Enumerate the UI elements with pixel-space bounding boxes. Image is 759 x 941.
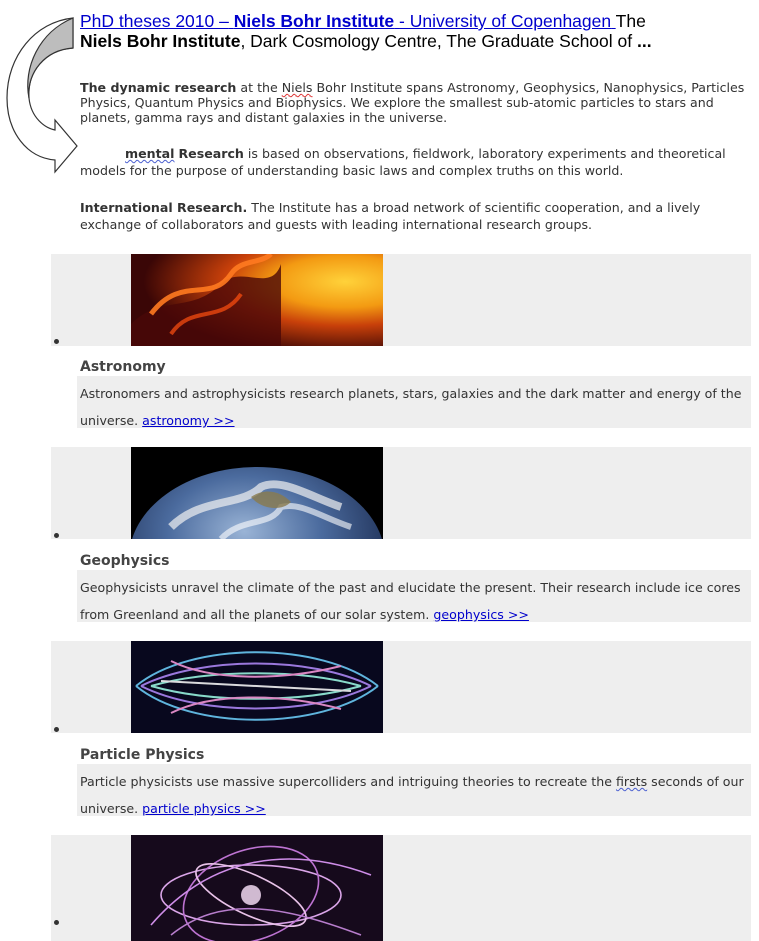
international-paragraph: [80, 199, 750, 233]
snippet-name: Niels Bohr Institute: [80, 31, 241, 51]
fundamental-paragraph: [80, 145, 750, 179]
international-text: The Institute has a broad network of scientific cooperation, and a lively exchange of collaborators and guests with leading international research groups.: [80, 200, 701, 232]
particle-text-firsts: firsts: [615, 774, 648, 789]
bullet: [54, 920, 59, 925]
solar-flare-image: [131, 254, 383, 346]
astronomy-description: [80, 380, 745, 434]
intro-paragraph: [80, 80, 750, 125]
section-title-particle-physics: Particle Physics: [80, 747, 205, 763]
particle-image-row: [51, 641, 751, 733]
section-title-geophysics: Geophysics: [80, 553, 170, 569]
intro-bold-lead: The dynamic research: [80, 80, 237, 95]
section-title-astronomy: Astronomy: [80, 359, 166, 375]
astronomy-image-row: [51, 254, 751, 346]
fourth-image-row: [51, 835, 751, 941]
curved-arrow-graphic: [5, 14, 81, 174]
bullet: [54, 339, 59, 344]
international-bold-lead: International Research.: [80, 200, 248, 215]
particle-field-image: [131, 641, 383, 733]
particle-link[interactable]: particle physics >>: [142, 801, 266, 816]
result-title-prefix: PhD theses 2010 –: [80, 11, 229, 31]
search-result-heading: [80, 11, 750, 51]
snippet-rest: , Dark Cosmology Centre, The Graduate School of: [240, 31, 633, 51]
particle-text-b: seconds of our universe.: [80, 774, 744, 816]
bullet: [54, 727, 59, 732]
astronomy-text: Astronomers and astrophysicists research planets, stars, galaxies and the dark matter and energy of the universe.: [80, 386, 742, 428]
particle-text-a: Particle physicists use massive supercolliders and intriguing theories to recreate the: [80, 774, 612, 789]
result-title-name: Niels Bohr Institute: [233, 11, 395, 31]
earth-image: [131, 447, 383, 539]
astronomy-link[interactable]: astronomy >>: [142, 413, 235, 428]
fundamental-text: is based on observations, fieldwork, laboratory experiments and theoretical models for the purpose of understanding basic laws and complex truths on this world.: [80, 146, 726, 178]
intro-text-a: at the: [240, 80, 278, 95]
fundamental-bold-fragment: mental: [125, 146, 175, 161]
intro-niels: Niels: [281, 80, 313, 95]
geophysics-link[interactable]: geophysics >>: [433, 607, 529, 622]
bullet: [54, 533, 59, 538]
intro-text-b: Bohr Institute spans Astronomy, Geophysics, Nanophysics, Particles Physics, Quantum Physics and Biophysics. We explore the smallest sub-atomic particles to stars and planets, gamma rays and distant galaxies in the universe.: [80, 80, 745, 125]
particle-description: [80, 768, 745, 822]
snippet-ellipsis: ...: [637, 31, 652, 51]
snippet-the: The: [615, 11, 646, 31]
geophysics-text: Geophysicists unravel the climate of the past and elucidate the present. Their research include ice cores from Greenland and all the planets of our solar system.: [80, 580, 741, 622]
geophysics-description: [80, 574, 745, 628]
geophysics-image-row: [51, 447, 751, 539]
result-title-suffix: - University of Copenhagen: [399, 11, 612, 31]
fundamental-bold-rest: Research: [178, 146, 244, 161]
plasma-image: [131, 835, 383, 941]
result-title-link[interactable]: [80, 11, 616, 31]
